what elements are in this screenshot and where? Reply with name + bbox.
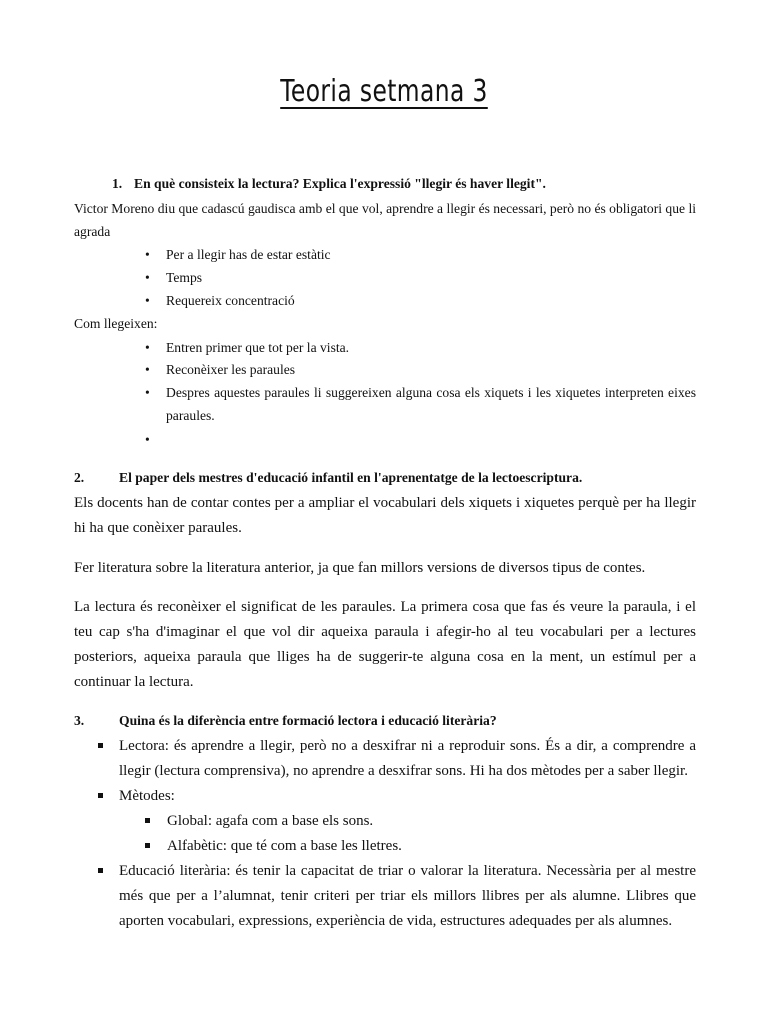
- document-page: Teoria setmana 3 1. En què consisteix la lectura? Explica l'expressió "llegir és haver llegit". Victor Moreno diu que cadascú gaudisca amb el que vol, aprendre a llegir és necessari, però no és obligatori que li agrada • Per a llegir has de estar estàtic • Temps • Requereix concentració Com llegeixen: • Entren primer que tot per la vista. • Reconèixer les paraules • Despres aquestes paraules li suggereixen alguna cosa els xiquets i les xiquetes interpreten eixes paraules. • 2. El paper dels mestres d'educació infantil en l'aprenentatge de la lectoescriptura. Els docents han de contar contes per a ampliar el vocabulari dels xiquets i xiquetes perquè per ha llegir hi ha que conèixer paraules. Fer literatura sobre la literatura anterior, ja que fan millors versions de diversos tipus de contes. La lectura és reconèixer el significat de les paraules. La primera cosa que fas és veure la paraula, i el teu cap s'ha d'imaginar el que vol dir aqueixa paraula i afegir-ho al teu vocabulari per a lectures posteriors, aqueixa paraula que lliges ha de suggerir-te alguna cosa en la ment, un estímul per a continuar la lectura. 3. Quina és la diferència entre formació lectora i educació literària? Lectora: és aprendre a llegir, però no a desxifrar ni a reproduir sons. És a dir, a comprendre a llegir (lectura comprensiva), no aprendre a desxifrar sons. Hi ha dos mètodes per a saber llegir. Mètodes: Global: agafa com a base els sons. Alfabètic: que té com a base les lletres. Educació literària: és tenir la capacitat de triar o valorar la literatura. Necessària per al mestre més que per a l’alumnat, tenir criteri per triar els millors llibres per als alumne. Llibres que aporten vocabulari, expressions, experiència de vida, estructures adequades per als alumnes.: [0, 0, 768, 1024]
- section2-paragraph: La lectura és reconèixer el significat de les paraules. La primera cosa que fas és veure la paraula, i el teu cap s'ha d'imaginar el que vol dir aqueixa paraula i afegir-ho al teu vocabulari per a lectures posteriors, aqueixa paraula que lliges ha de suggerir-te alguna cosa en la ment, un estímul per a continuar la lectura.: [74, 599, 696, 690]
- section3-heading: Quina és la diferència entre formació lectora i educació literària?: [119, 713, 497, 728]
- list-item: • Despres aquestes paraules li suggereixen alguna cosa els xiquets i les xiquetes interpreten eixes paraules.: [145, 385, 696, 423]
- page-title: Teoria setmana 3: [280, 74, 488, 109]
- list-item: Mètodes:: [119, 788, 175, 804]
- list-item: • Requereix concentració: [145, 293, 295, 308]
- square-bullet-icon: [145, 843, 150, 848]
- square-bullet-icon: [98, 793, 103, 798]
- section2-paragraph: Els docents han de contar contes per a ampliar el vocabulari dels xiquets i xiquetes perquè per ha llegir hi ha que conèixer paraules.: [74, 495, 696, 536]
- sub-list-item: Global: agafa com a base els sons.: [167, 813, 374, 829]
- section1-heading: 1. En què consisteix la lectura? Explica l'expressió "llegir és haver llegit".: [112, 176, 546, 191]
- list-item: Educació literària: és tenir la capacitat de triar o valorar la literatura. Necessària per al mestre més que per a l’alumnat, tenir criteri per triar els millors llibres per als alumne. Llibres que aporten vocabulari, expressions, experiència de vida, estructures adequades per als alumnes.: [119, 863, 696, 929]
- list-item: • Entren primer que tot per la vista.: [145, 340, 350, 355]
- sub-list-item: Alfabètic: que té com a base les lletres.: [167, 838, 402, 854]
- list-item: Lectora: és aprendre a llegir, però no a desxifrar ni a reproduir sons. És a dir, a comprendre a llegir (lectura comprensiva), no aprendre a desxifrar sons. Hi ha dos mètodes per a saber llegir.: [119, 738, 696, 779]
- section2-heading: El paper dels mestres d'educació infantil en l'aprenentatge de la lectoescriptura.: [119, 470, 583, 485]
- list-item: • Temps: [145, 270, 203, 285]
- square-bullet-icon: [98, 868, 103, 873]
- section2-number: 2.: [74, 470, 85, 485]
- section2-paragraph: Fer literatura sobre la literatura anterior, ja que fan millors versions de diversos tipus de contes.: [74, 560, 646, 576]
- list-item: • Reconèixer les paraules: [145, 362, 296, 377]
- section1-intro: Victor Moreno diu que cadascú gaudisca amb el que vol, aprendre a llegir és necessari, però no és obligatori que li agrada: [74, 201, 697, 239]
- section1-label: Com llegeixen:: [74, 316, 158, 331]
- square-bullet-icon: [98, 743, 103, 748]
- list-item: • Per a llegir has de estar estàtic: [145, 247, 331, 262]
- section3-number: 3.: [74, 713, 85, 728]
- square-bullet-icon: [145, 818, 150, 823]
